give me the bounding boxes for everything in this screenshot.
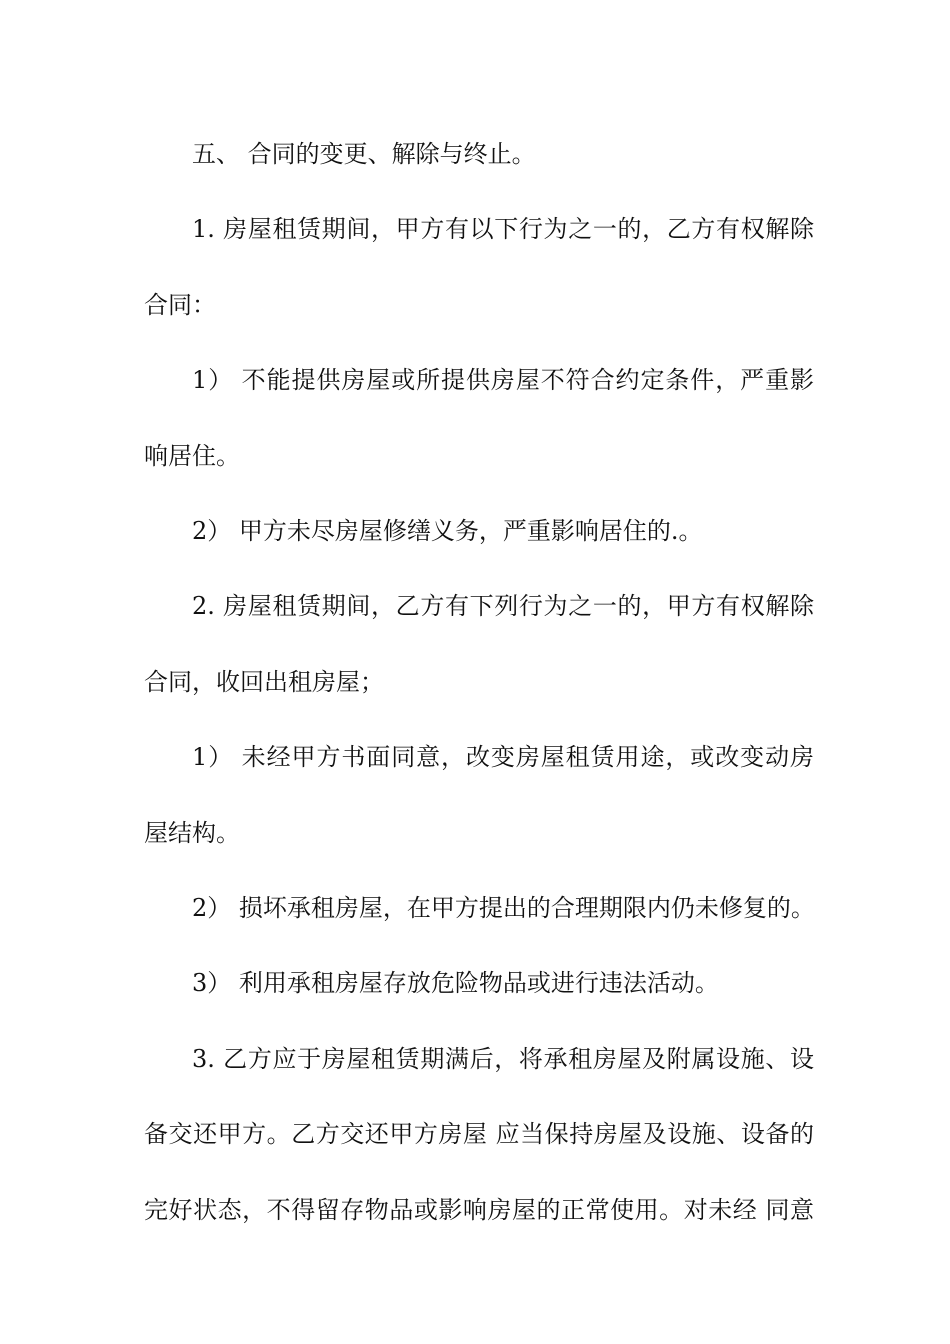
text-line: 3. 乙方应于房屋租赁期满后，将承租房屋及附属设施、设 bbox=[192, 1045, 814, 1073]
text-line: 1. 房屋租赁期间，甲方有以下行为之一的，乙方有权解除 bbox=[192, 215, 814, 243]
text-line: 五、 合同的变更、解除与终止。 bbox=[192, 140, 536, 168]
text-line: 合同，收回出租房屋； bbox=[144, 668, 384, 696]
text-line: 1） 未经甲方书面同意，改变房屋租赁用途，或改变动房 bbox=[192, 743, 814, 771]
text-line: 2） 甲方未尽房屋修缮义务，严重影响居住的.。 bbox=[192, 517, 703, 545]
text-line: 2. 房屋租赁期间，乙方有下列行为之一的，甲方有权解除 bbox=[192, 592, 814, 620]
text-line: 1） 不能提供房屋或所提供房屋不符合约定条件，严重影 bbox=[192, 366, 814, 394]
text-line: 完好状态，不得留存物品或影响房屋的正常使用。对未经 同意 bbox=[144, 1196, 814, 1224]
text-line: 屋结构。 bbox=[144, 819, 240, 847]
text-line: 响居住。 bbox=[144, 442, 240, 470]
text-line: 合同： bbox=[144, 291, 216, 319]
text-line: 2） 损坏承租房屋，在甲方提出的合理期限内仍未修复的。 bbox=[192, 894, 815, 922]
text-line: 备交还甲方。乙方交还甲方房屋 应当保持房屋及设施、设备的 bbox=[144, 1120, 814, 1148]
text-line: 3） 利用承租房屋存放危险物品或进行违法活动。 bbox=[192, 969, 719, 997]
